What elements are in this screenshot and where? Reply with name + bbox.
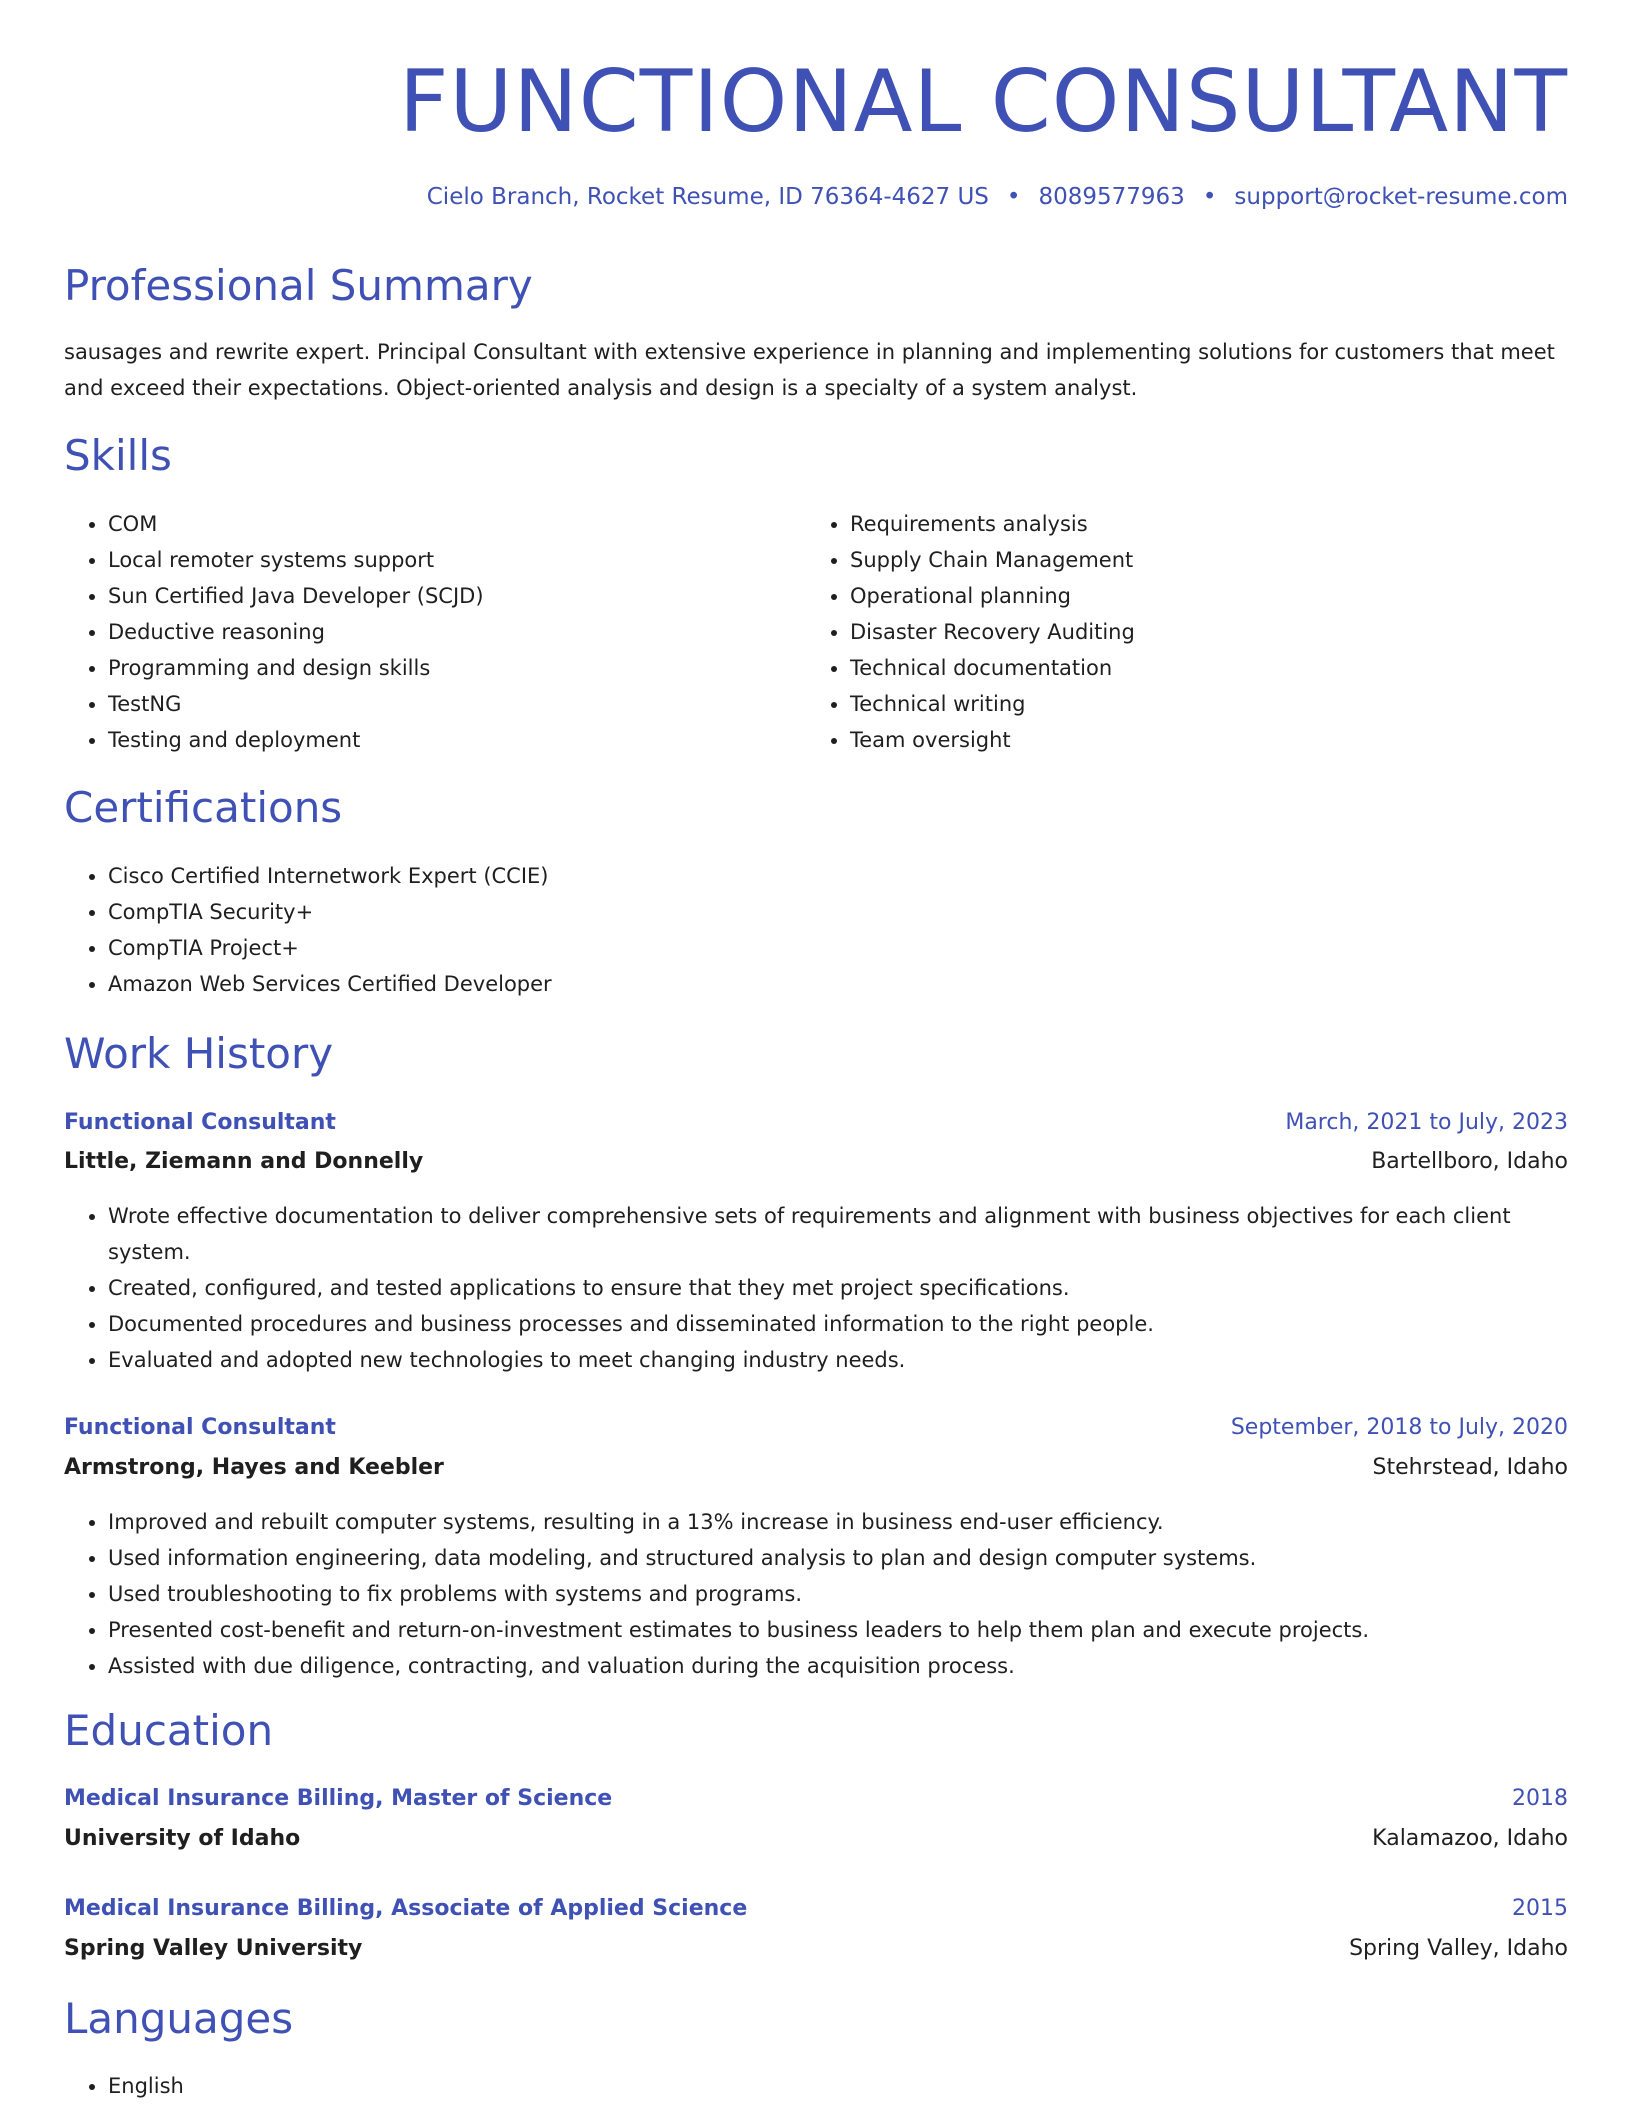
summary-text: sausages and rewrite expert. Principal Consultant with extensive experience in planning and implementing solutions for customers that meet and exceed their expectations. Object-oriented analysis and design is a specialty of a system analyst.: [64, 340, 1555, 400]
job-title: Functional Consultant: [64, 1415, 336, 1440]
certifications-list: [64, 858, 1568, 1002]
skill-item: • Disaster Recovery Auditing: [850, 614, 1550, 650]
contact-separator: •: [1202, 184, 1217, 210]
job-dates: September, 2018 to July, 2020: [1230, 1415, 1568, 1440]
job-bullet: • Created, configured, and tested applications to ensure that they met project specifications.: [108, 1270, 1568, 1306]
education-location: Kalamazoo, Idaho: [1372, 1826, 1568, 1851]
job-employer-row: [64, 1144, 1568, 1180]
skill-item: • TestNG: [108, 686, 808, 722]
certification-item: • CompTIA Security+: [108, 894, 1568, 930]
contact-phone[interactable]: 8089577963: [1038, 184, 1185, 210]
job-bullet: • Presented cost-benefit and return-on-investment estimates to business leaders to help them plan and execute projects.: [108, 1612, 1568, 1648]
job-bullet: • Documented procedures and business processes and disseminated information to the right people.: [108, 1306, 1568, 1342]
contact-separator: •: [1006, 184, 1021, 210]
skill-item: • Testing and deployment: [108, 722, 808, 758]
job-bullets: [64, 1504, 1568, 1684]
education-degree: Medical Insurance Billing, Associate of Applied Science: [64, 1896, 748, 1921]
skill-item: • Technical writing: [850, 686, 1550, 722]
languages-list: [64, 2068, 1568, 2104]
education-school: University of Idaho: [64, 1826, 301, 1851]
skill-item: • Sun Certified Java Developer (SCJD): [108, 578, 808, 614]
skill-item: • Supply Chain Management: [850, 542, 1550, 578]
skill-item: • Programming and design skills: [108, 650, 808, 686]
job-employer-row: [64, 1450, 1568, 1486]
education-year: 2015: [1512, 1896, 1568, 1921]
skill-item: • Team oversight: [850, 722, 1550, 758]
job-bullet: • Wrote effective documentation to deliver comprehensive sets of requirements and alignment with business objectives for each client system.: [108, 1198, 1568, 1270]
job-company: Little, Ziemann and Donnelly: [64, 1149, 424, 1174]
job-bullet: • Used troubleshooting to fix problems with systems and programs.: [108, 1576, 1568, 1612]
contact-line: [427, 180, 1568, 214]
skill-item: • COM: [108, 506, 808, 542]
skill-item: • Local remoter systems support: [108, 542, 808, 578]
job-dates: March, 2021 to July, 2023: [1285, 1110, 1568, 1135]
education-school: Spring Valley University: [64, 1936, 363, 1961]
skill-item: • Technical documentation: [850, 650, 1550, 686]
language-item: • English: [108, 2068, 1568, 2104]
skills-list-right: [806, 506, 1550, 758]
work-history-heading: Work History: [64, 1029, 334, 1078]
resume-title: FUNCTIONAL CONSULTANT: [398, 52, 1568, 152]
certification-item: • Cisco Certified Internetwork Expert (CCIE): [108, 858, 1568, 894]
job-bullet: • Used information engineering, data modeling, and structured analysis to plan and design computer systems.: [108, 1540, 1568, 1576]
job-location: Bartellboro, Idaho: [1371, 1149, 1568, 1174]
education-school-row: [64, 1821, 1568, 1857]
summary-heading: Professional Summary: [64, 261, 533, 310]
job-bullet: • Assisted with due diligence, contracting, and valuation during the acquisition process.: [108, 1648, 1568, 1684]
job-bullets: [64, 1198, 1568, 1378]
job-header: [64, 1105, 1568, 1141]
education-degree: Medical Insurance Billing, Master of Science: [64, 1786, 613, 1811]
contact-address: Cielo Branch, Rocket Resume, ID 76364-4627 US: [426, 184, 989, 210]
certification-item: • Amazon Web Services Certified Developer: [108, 966, 1568, 1002]
skill-item: • Operational planning: [850, 578, 1550, 614]
education-heading: Education: [64, 1706, 274, 1755]
education-header: [64, 1781, 1568, 1817]
education-location: Spring Valley, Idaho: [1349, 1936, 1568, 1961]
job-title: Functional Consultant: [64, 1110, 336, 1135]
skills-list-left: [64, 506, 808, 758]
job-bullet: • Evaluated and adopted new technologies to meet changing industry needs.: [108, 1342, 1568, 1378]
languages-heading: Languages: [64, 1994, 294, 2043]
job-bullet: • Improved and rebuilt computer systems, resulting in a 13% increase in business end-user efficiency.: [108, 1504, 1568, 1540]
certification-item: • CompTIA Project+: [108, 930, 1568, 966]
skill-item: • Requirements analysis: [850, 506, 1550, 542]
skill-item: • Deductive reasoning: [108, 614, 808, 650]
job-company: Armstrong, Hayes and Keebler: [64, 1455, 444, 1480]
job-header: [64, 1410, 1568, 1446]
certifications-heading: Certifications: [64, 783, 343, 832]
education-school-row: [64, 1931, 1568, 1967]
job-location: Stehrstead, Idaho: [1372, 1455, 1568, 1480]
education-year: 2018: [1512, 1786, 1568, 1811]
education-header: [64, 1891, 1568, 1927]
contact-email[interactable]: support@rocket-resume.com: [1234, 184, 1568, 210]
skills-heading: Skills: [64, 431, 172, 480]
